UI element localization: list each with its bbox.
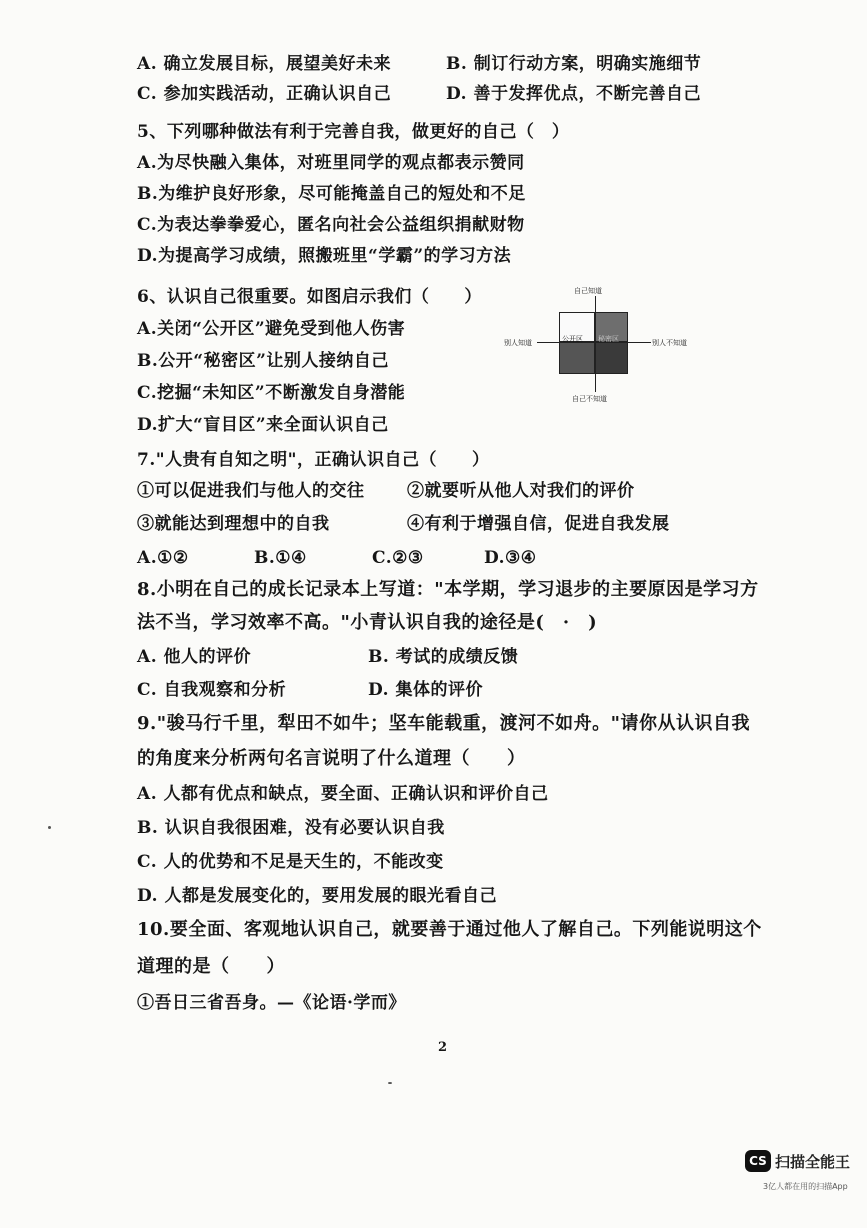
scanner-app-name: 扫描全能王 [775,1153,851,1171]
q9-stem-line1: 9."骏马行千里，犁田不如牛；坚车能载重，渡河不如舟。"请你从认识自我 [137,713,751,734]
q9-option-c: C. 人的优势和不足是天生的，不能改变 [137,852,444,872]
q10-stem-line1: 10.要全面、客观地认识自己，就要善于通过他人了解自己。下列能说明这个 [137,919,762,940]
q7-statement-1: ①可以促进我们与他人的交往 [137,481,365,501]
q10-stem-line2: 道理的是（ ） [137,956,285,977]
q10-statement-1: ①吾日三省吾身。—《论语·学而》 [137,993,406,1013]
q7-option-b: B.①④ [254,548,307,568]
axis-right [627,342,651,343]
q7-stem: 7."人贵有自知之明"，正确认识自己（ ） [137,450,490,470]
q4-option-c: C. 参加实践活动，正确认识自己 [137,84,392,104]
q6-option-a: A.关闭“公开区”避免受到他人伤害 [137,319,406,339]
diagram-bottom-label: 自己不知道 [572,395,607,403]
diagram-right-label: 别人不知道 [652,339,687,347]
q4-option-a: A. 确立发展目标，展望美好未来 [137,54,392,74]
q7-statement-2: ②就要听从他人对我们的评价 [407,481,635,501]
q5-option-c: C.为表达拳拳爱心，匿名向社会公益组织捐献财物 [137,215,525,235]
q8-option-c: C. 自我观察和分析 [137,680,287,700]
q8-stem-line2: 法不当，学习效率不高。"小青认识自我的途径是( · ) [137,612,598,633]
scanner-logo-icon: CS [745,1150,771,1172]
quad-blind [559,342,595,374]
scan-speck [48,826,51,829]
page-number: 2 [438,1040,448,1055]
johari-window-diagram [500,282,710,404]
q8-option-b: B. 考试的成绩反馈 [368,647,519,667]
q9-option-a: A. 人都有优点和缺点，要全面、正确认识和评价自己 [137,784,549,804]
scanner-tagline: 3亿人都在用的扫描App [763,1182,848,1191]
q7-option-d: D.③④ [484,548,537,568]
scan-speck [388,1082,392,1084]
q8-stem-line1: 8.小明在自己的成长记录本上写道："本学期，学习退步的主要原因是学习方 [137,579,759,600]
q5-option-d: D.为提高学习成绩，照搬班里“学霸”的学习方法 [137,246,512,266]
quad-secret-label: 秘密区 [598,335,619,343]
q7-option-c: C.②③ [372,548,424,568]
q5-option-a: A.为尽快融入集体，对班里同学的观点都表示赞同 [137,153,525,173]
scanner-watermark [745,1150,863,1220]
diagram-top-label: 自己知道 [574,287,602,295]
q9-option-d: D. 人都是发展变化的，要用发展的眼光看自己 [137,886,497,906]
q8-option-a: A. 他人的评价 [137,647,252,667]
q7-statement-4: ④有利于增强自信，促进自我发展 [407,514,670,534]
diagram-left-label: 别人知道 [504,339,532,347]
q4-option-d: D. 善于发挥优点，不断完善自己 [446,84,701,104]
quad-open-label: 公开区 [562,335,583,343]
q6-stem: 6、认识自己很重要。如图启示我们（ ） [137,287,482,307]
q9-option-b: B. 认识自我很困难，没有必要认识自我 [137,818,445,838]
q6-option-c: C.挖掘“未知区”不断激发自身潜能 [137,383,406,403]
q9-stem-line2: 的角度来分析两句名言说明了什么道理（ ） [137,748,526,769]
q7-option-a: A.①② [137,548,189,568]
q5-stem: 5、下列哪种做法有利于完善自我，做更好的自己（ ） [137,122,570,142]
quad-unknown [595,342,628,374]
q5-option-b: B.为维护良好形象，尽可能掩盖自己的短处和不足 [137,184,526,204]
q6-option-d: D.扩大“盲目区”来全面认识自己 [137,415,389,435]
q8-option-d: D. 集体的评价 [368,680,483,700]
q4-option-b: B. 制订行动方案，明确实施细节 [446,54,702,74]
q6-option-b: B.公开“秘密区”让别人接纳自己 [137,351,389,371]
q7-statement-3: ③就能达到理想中的自我 [137,514,330,534]
